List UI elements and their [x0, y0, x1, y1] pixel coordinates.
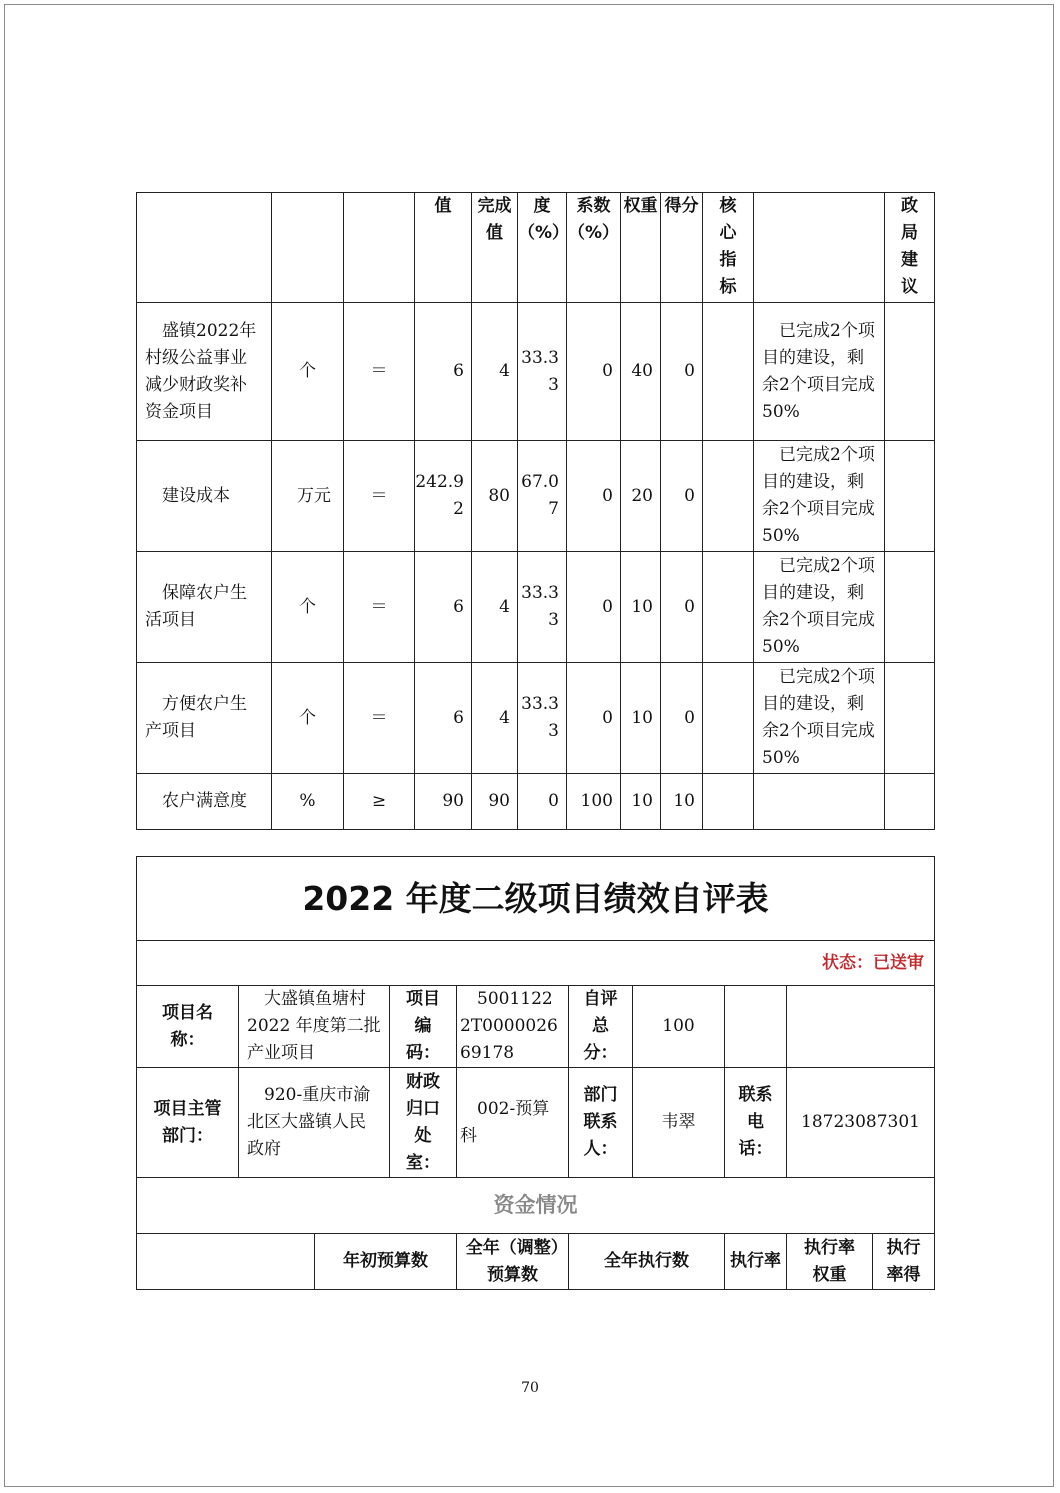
table-row [137, 774, 935, 830]
note: 已完成2个项目的建设，剩余2个项目完成50% [754, 663, 885, 774]
contact-label: 部门联系人： [569, 1068, 633, 1178]
advice [885, 774, 935, 830]
actual-value: 4 [472, 663, 518, 774]
note: 已完成2个项目的建设，剩余2个项目完成50% [754, 552, 885, 663]
department-info-row [137, 1068, 935, 1178]
core-indicator [703, 774, 754, 830]
header-core-indicator: 核心指标 [703, 193, 754, 303]
finance: 002-预算科 [457, 1068, 569, 1178]
dept: 920-重庆市渝北区大盛镇人民政府 [239, 1068, 390, 1178]
actual-value: 4 [472, 303, 518, 441]
unit: 个 [272, 663, 344, 774]
header-score: 得分 [661, 193, 703, 303]
self-score-label: 自评总分： [569, 986, 633, 1068]
project-name: 大盛镇鱼塘村 2022 年度第二批产业项目 [239, 986, 390, 1068]
header-value: 值 [415, 193, 472, 303]
initial-budget-header: 年初预算数 [315, 1234, 457, 1290]
indicator-name: 农户满意度 [137, 774, 272, 830]
operator: ＝ [344, 663, 415, 774]
target-value: 90 [415, 774, 472, 830]
note [754, 774, 885, 830]
table-row [137, 552, 935, 663]
unit: 个 [272, 303, 344, 441]
exec-weight-header: 执行率权重 [787, 1234, 873, 1290]
core-indicator [703, 441, 754, 552]
actual-value: 4 [472, 552, 518, 663]
coefficient: 0 [567, 552, 621, 663]
score: 0 [661, 663, 703, 774]
completion-rate: 33.33 [518, 303, 567, 441]
contact: 韦翠 [633, 1068, 725, 1178]
score: 10 [661, 774, 703, 830]
target-value: 6 [415, 303, 472, 441]
weight: 20 [621, 441, 661, 552]
dept-label: 项目主管部门： [137, 1068, 239, 1178]
actual-value: 90 [472, 774, 518, 830]
target-value: 6 [415, 552, 472, 663]
core-indicator [703, 303, 754, 441]
coefficient: 0 [567, 663, 621, 774]
self-evaluation-form [136, 856, 935, 1290]
project-code-label: 项目编码： [390, 986, 457, 1068]
indicator-table [136, 192, 935, 830]
score: 0 [661, 303, 703, 441]
status-badge: 状态：已送审 [137, 941, 935, 986]
advice [885, 303, 935, 441]
score: 0 [661, 552, 703, 663]
core-indicator [703, 552, 754, 663]
table-header-row [137, 193, 935, 303]
advice [885, 552, 935, 663]
indicator-name: 方便农户生产项目 [137, 663, 272, 774]
phone: 18723087301 [787, 1068, 935, 1178]
operator: ≥ [344, 774, 415, 830]
weight: 40 [621, 303, 661, 441]
weight: 10 [621, 663, 661, 774]
target-value: 242.92 [415, 441, 472, 552]
weight: 10 [621, 774, 661, 830]
operator: ＝ [344, 441, 415, 552]
completion-rate: 33.33 [518, 663, 567, 774]
self-score: 100 [633, 986, 725, 1068]
completion-rate: 0 [518, 774, 567, 830]
project-name-label: 项目名称： [137, 986, 239, 1068]
header-advice: 政局建议 [885, 193, 935, 303]
unit: 个 [272, 552, 344, 663]
section-title: 资金情况 [137, 1178, 935, 1234]
header-completed-value: 完成值 [472, 193, 518, 303]
score: 0 [661, 441, 703, 552]
indicator-name: 盛镇2022年村级公益事业减少财政奖补资金项目 [137, 303, 272, 441]
fund-header-row [137, 1234, 935, 1290]
project-code: 50011222T000002669178 [457, 986, 569, 1068]
header-weight: 权重 [621, 193, 661, 303]
coefficient: 0 [567, 441, 621, 552]
coefficient: 0 [567, 303, 621, 441]
table-row [137, 303, 935, 441]
completion-rate: 33.33 [518, 552, 567, 663]
note: 已完成2个项目的建设，剩余2个项目完成50% [754, 441, 885, 552]
page-number: 70 [521, 1380, 539, 1396]
indicator-name: 建设成本 [137, 441, 272, 552]
phone-label: 联系电话： [725, 1068, 787, 1178]
form-title: 2022 年度二级项目绩效自评表 [137, 857, 935, 941]
core-indicator [703, 663, 754, 774]
unit: % [272, 774, 344, 830]
exec-score-header: 执行率得 [873, 1234, 935, 1290]
project-info-row [137, 986, 935, 1068]
weight: 10 [621, 552, 661, 663]
unit: 万元 [272, 441, 344, 552]
header-coefficient: 系数（%） [567, 193, 621, 303]
coefficient: 100 [567, 774, 621, 830]
completion-rate: 67.07 [518, 441, 567, 552]
target-value: 6 [415, 663, 472, 774]
header-degree: 度（%） [518, 193, 567, 303]
note: 已完成2个项目的建设，剩余2个项目完成50% [754, 303, 885, 441]
finance-label: 财政归口处室： [390, 1068, 457, 1178]
advice [885, 441, 935, 552]
operator: ＝ [344, 303, 415, 441]
adjusted-budget-header: 全年（调整）预算数 [457, 1234, 569, 1290]
indicator-name: 保障农户生活项目 [137, 552, 272, 663]
exec-rate-header: 执行率 [725, 1234, 787, 1290]
advice [885, 663, 935, 774]
operator: ＝ [344, 552, 415, 663]
table-row [137, 663, 935, 774]
table-row [137, 441, 935, 552]
actual-value: 80 [472, 441, 518, 552]
executed-header: 全年执行数 [569, 1234, 725, 1290]
